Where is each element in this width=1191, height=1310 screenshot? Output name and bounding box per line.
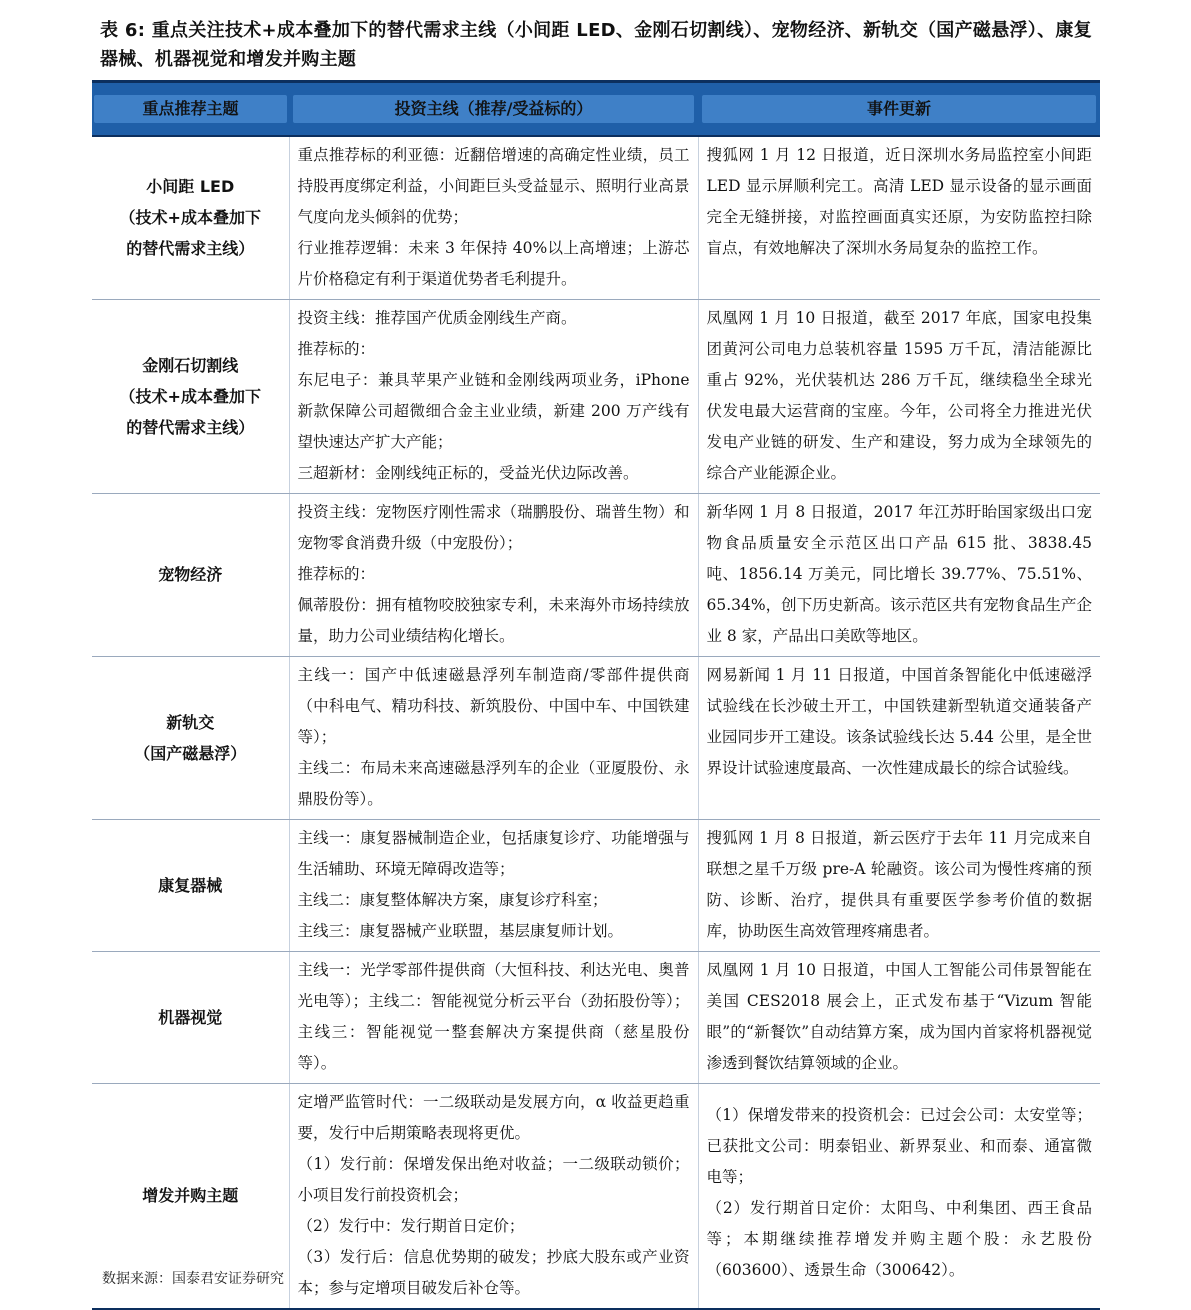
table-row [92,300,1100,494]
table-header-row [92,82,1100,137]
investment-cell: 主线一：康复器械制造企业，包括康复诊疗、功能增强与生活辅助、环境无障碍改造等； 主线二：康复整体解决方案，康复诊疗科室； 主线三：康复器械产业联盟，基层康复师计划。 [289,820,698,952]
theme-cell: 宠物经济 [92,494,289,657]
theme-cell: 金刚石切割线 （技术+成本叠加下 的替代需求主线） [92,300,289,494]
table-row [92,494,1100,657]
investment-cell: 投资主线：推荐国产优质金刚线生产商。 推荐标的： 东尼电子：兼具苹果产业链和金刚线两项业务，iPhone 新款保障公司超微细合金主业业绩，新建 200 万产线有望快速达产扩大产能； 三超新材：金刚线纯正标的，受益光伏边际改善。 [289,300,698,494]
data-source-note: 数据来源：国泰君安证券研究 [102,1271,284,1287]
investment-cell: 定增严监管时代：一二级联动是发展方向，α 收益更趋重要，发行中后期策略表现将更优。 （1）发行前：保增发保出绝对收益；一二级联动锁价；小项目发行前投资机会； （2）发行中：发行期首日定价； （3）发行后：信息优势期的破发；抄底大股东或产业资本；参与定增项目破发后补仓等。 [289,1084,698,1310]
investment-cell: 主线一：光学零部件提供商（大恒科技、利达光电、奥普光电等）；主线二：智能视觉分析云平台（劲拓股份等）；主线三：智能视觉一整套解决方案提供商（慈星股份等）。 [289,952,698,1084]
header-investment-line: 投资主线（推荐/受益标的） [289,82,698,137]
theme-cell: 康复器械 [92,820,289,952]
theme-cell: 小间距 LED （技术+成本叠加下 的替代需求主线） [92,136,289,300]
investment-cell: 投资主线：宠物医疗刚性需求（瑞鹏股份、瑞普生物）和宠物零食消费升级（中宠股份）； 推荐标的： 佩蒂股份：拥有植物咬胶独家专利，未来海外市场持续放量，助力公司业绩结构化增长。 [289,494,698,657]
theme-cell: 新轨交 （国产磁悬浮） [92,657,289,820]
header-recommended-theme: 重点推荐主题 [92,82,289,137]
news-cell: 搜狐网 1 月 8 日报道，新云医疗于去年 11 月完成来自联想之星千万级 pre-A 轮融资。该公司为慢性疼痛的预防、诊断、治疗，提供具有重要医学参考价值的数据库，协助医生高效管理疼痛患者。 [698,820,1100,952]
header-event-update: 事件更新 [698,82,1100,137]
table-row [92,657,1100,820]
table-row [92,820,1100,952]
investment-cell: 重点推荐标的利亚德：近翻倍增速的高确定性业绩，员工持股再度绑定利益，小间距巨头受益显示、照明行业高景气度向龙头倾斜的优势； 行业推荐逻辑：未来 3 年保持 40%以上高增速；上游芯片价格稳定有利于渠道优势者毛利提升。 [289,136,698,300]
table-row [92,136,1100,300]
news-cell: 凤凰网 1 月 10 日报道，中国人工智能公司伟景智能在美国 CES2018 展会上，正式发布基于“Vizum 智能眼”的“新餐饮”自动结算方案，成为国内首家将机器视觉渗透到餐饮结算领域的企业。 [698,952,1100,1084]
table-row [92,952,1100,1084]
theme-cell: 机器视觉 [92,952,289,1084]
news-cell: （1）保增发带来的投资机会：已过会公司：太安堂等；已获批文公司：明泰铝业、新界泵业、和而泰、通富微电等； （2）发行期首日定价：太阳鸟、中利集团、西王食品等；本期继续推荐增发并购主题个股：永艺股份（603600）、透景生命（300642）。 [698,1084,1100,1310]
news-cell: 搜狐网 1 月 12 日报道，近日深圳水务局监控室小间距 LED 显示屏顺利完工。高清 LED 显示设备的显示画面完全无缝拼接，对监控画面真实还原，为安防监控扫除盲点，有效地解决了深圳水务局复杂的监控工作。 [698,136,1100,300]
news-cell: 凤凰网 1 月 10 日报道，截至 2017 年底，国家电投集团黄河公司电力总装机容量 1595 万千瓦，清洁能源比重占 92%，光伏装机达 286 万千瓦，继续稳坐全球光伏发电最大运营商的宝座。今年，公司将全力推进光伏发电产业链的研发、生产和建设，努力成为全球领先的综合产业能源企业。 [698,300,1100,494]
investment-cell: 主线一：国产中低速磁悬浮列车制造商/零部件提供商（中科电气、精功科技、新筑股份、中国中车、中国铁建等）； 主线二：布局未来高速磁悬浮列车的企业（亚厦股份、永鼎股份等）。 [289,657,698,820]
theme-table [92,80,1100,1310]
table-title: 表 6: 重点关注技术+成本叠加下的替代需求主线（小间距 LED、金刚石切割线）、宠物经济、新轨交（国产磁悬浮）、康复器械、机器视觉和增发并购主题 [100,20,1093,70]
news-cell: 网易新闻 1 月 11 日报道，中国首条智能化中低速磁浮试验线在长沙破土开工，中国铁建新型轨道交通装备产业园同步开工建设。该条试验线长达 5.44 公里，是全世界设计试验速度最高、一次性建成最长的综合试验线。 [698,657,1100,820]
news-cell: 新华网 1 月 8 日报道，2017 年江苏盱眙国家级出口宠物食品质量安全示范区出口产品 615 批、3838.45 吨、1856.14 万美元，同比增长 39.77%、75.51%、65.34%，创下历史新高。该示范区共有宠物食品生产企业 8 家，产品出口美欧等地区。 [698,494,1100,657]
theme-cell: 增发并购主题 [92,1084,289,1310]
